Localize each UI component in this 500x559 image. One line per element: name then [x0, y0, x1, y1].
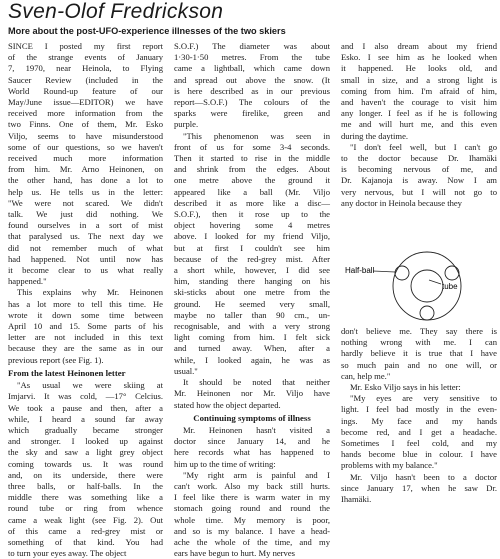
text-line: stomach going round and round the — [174, 503, 330, 514]
text-line: happened." — [8, 276, 47, 287]
column-3-body-continued — [341, 326, 497, 505]
text-line: We took a pause and then, after a — [8, 402, 163, 413]
text-line: April 10 and 15. Some parts of his — [8, 321, 163, 332]
text-line: ache the whole of the time, and my — [174, 536, 330, 547]
figure-2-diagram — [343, 250, 498, 326]
text-line: received much more information — [8, 153, 163, 164]
text-line: ears have begun to hurt. My nerves — [174, 548, 295, 559]
text-line: "As usual we were skiing at — [17, 380, 163, 391]
column-3-bottom — [341, 326, 497, 505]
text-line: become red, and I get a headache. — [341, 426, 497, 437]
text-line: hardly believe it is true that I have — [341, 348, 497, 359]
text-line: purple. — [174, 119, 199, 130]
column-2-body — [174, 41, 330, 411]
text-line: nothing wrong with me. I can — [341, 337, 497, 348]
text-line: which gradually became stronger — [8, 424, 163, 435]
text-line: problems with my balance." — [341, 460, 438, 471]
text-line: Esko. I see him as he looked when — [341, 52, 497, 63]
text-line: usual." — [174, 365, 198, 376]
text-line: can, help me." — [341, 370, 391, 381]
tube-label: tube — [442, 282, 458, 291]
text-line: any doctor in Heinola because they — [341, 197, 462, 208]
text-line: two Finns. One of them, Mr. Esko — [8, 119, 163, 130]
text-line: above. I looked for my friend Viljo, — [174, 231, 330, 242]
text-line: during the daytime. — [341, 130, 409, 141]
text-line: "We were not scared. We didn't — [8, 197, 163, 208]
column-1-body-continued — [8, 380, 163, 559]
column-3-body — [341, 41, 497, 209]
text-line: the sky and saw a light grey object — [8, 447, 163, 458]
text-line: I feel like there is warm water in my — [174, 492, 330, 503]
text-line: small in size, and a strong light is — [341, 74, 497, 85]
text-line: had happened. Not until now has — [8, 253, 163, 264]
text-line: something of that kind. You had — [8, 536, 163, 547]
text-line: help us. He tells us in the letter: — [8, 186, 163, 197]
text-line: S.O.F.) The diameter was about — [174, 41, 330, 51]
text-line: is becoming nervous of me, and — [341, 164, 497, 175]
text-line: sparks were firelike, green and — [174, 108, 330, 119]
column-2-body-continued — [174, 425, 330, 559]
text-line: coming from him. I'm afraid of him, — [341, 85, 497, 96]
column-1 — [8, 41, 163, 559]
half-ball-1 — [395, 266, 409, 280]
ufo-underside-diagram — [343, 250, 498, 326]
text-line: one metre above the ground it — [174, 175, 330, 186]
text-line: of the strange events of January — [8, 52, 163, 63]
text-line: while, I looked again, he was as — [174, 354, 330, 365]
text-line: because they are the same as in our — [8, 343, 163, 354]
text-line: "My right arm is painful and I — [183, 469, 330, 480]
text-line: Saucer Review (included in the — [8, 74, 163, 85]
article-subtitle: More about the post-UFO-experience illnesses of the two skiers — [8, 26, 286, 36]
text-line: and stronger. I looked up against — [8, 436, 163, 447]
text-line: and so is my balance. I have a head- — [174, 525, 330, 536]
text-line: a short while, however, I did see — [174, 265, 330, 276]
text-line: Mr. Heinonen hasn't visited a — [183, 424, 330, 435]
text-line: maybe no taller than 90 cm., un- — [174, 309, 330, 320]
text-line: previous report (see Fig. 1). — [8, 354, 104, 365]
text-line: 1·30-1·50 metres. From the tube — [174, 52, 330, 63]
text-line: talk. We just did nothing. We — [8, 209, 163, 220]
half-ball-2 — [445, 266, 459, 280]
text-line: very nervous, but I will not go to — [341, 186, 497, 197]
text-line: May/June issue—EDITOR) we have — [8, 97, 163, 108]
text-line: three balls, or half-balls. In the — [8, 480, 163, 491]
text-line: Mr. Heinonen nor Mr. Viljo have — [174, 388, 330, 399]
text-line: from him. Mr. Arno Heinonen, on — [8, 164, 163, 175]
text-line: middle there was something like a — [8, 492, 163, 503]
tube-pointer-line — [429, 280, 441, 284]
text-line: letter are not included in this text — [8, 332, 163, 343]
text-line: It should be noted that neither — [183, 377, 330, 388]
text-line: This explains why Mr. Heinonen — [17, 287, 163, 298]
text-line: doctor since January 14, and he — [174, 436, 330, 447]
text-line: "My eyes are very sensitive to — [350, 393, 497, 404]
half-ball-3 — [420, 306, 434, 320]
text-line: whole time. My memory is poor, — [174, 514, 330, 525]
article-author: Sven-Olof Fredrickson — [8, 0, 224, 23]
text-line: light. I feel bad mostly in the even- — [341, 404, 497, 415]
section-heading-heinonen-letter: From the latest Heinonen letter — [8, 367, 126, 378]
text-line: came a weak light (see Fig. 2). Out — [8, 514, 163, 525]
text-line: and haven't the courage to visit him — [341, 97, 497, 108]
text-line: ski-sticks about one metre from the — [174, 287, 330, 298]
column-3-top — [341, 41, 497, 211]
text-line: has a lot more to tell this time. He — [8, 298, 163, 309]
text-line: Sometimes I feel cold, and my — [341, 438, 497, 449]
text-line: Then it started to rise in the middle — [174, 153, 330, 164]
text-line: front of us for some 3-4 seconds. — [174, 141, 330, 152]
half-ball-pointer-line — [373, 271, 395, 272]
text-line: Ihamäki. — [341, 494, 372, 505]
text-line: it become clear to us what really — [8, 265, 163, 276]
text-line: round tube or ring from whence — [8, 503, 163, 514]
text-line: to the doctor because Dr. Ihamäki — [341, 153, 497, 164]
text-line: don't believe me. They say there is — [341, 326, 497, 336]
text-line: any longer. I feel as if he is following — [341, 108, 497, 119]
text-line: report—S.O.F.) The colours of the — [174, 97, 330, 108]
text-line: here records what has happened to — [174, 447, 330, 458]
text-line: recognisable, and with a very strong — [174, 321, 330, 332]
text-line: and, on its underside, there were — [8, 469, 163, 480]
section-heading-symptoms: Continuing symptoms of illness — [193, 412, 311, 423]
text-line: stated how the object departed. — [174, 399, 281, 410]
text-line: to turn your eyes away. The object — [8, 548, 127, 559]
text-line: and I also dream about my friend — [341, 41, 497, 51]
text-line: ings. My face and my hands — [341, 415, 497, 426]
text-line: Mr. Esko Viljo says in his letter: — [350, 382, 461, 393]
half-ball-label: Half-ball — [345, 266, 375, 275]
text-line: and turned away. When, after a — [174, 343, 330, 354]
text-line: World Round-up feature of our — [8, 85, 163, 96]
text-line: coming towards us. It was round — [8, 458, 163, 469]
text-line: Dr. Kajanoja is away. Now I am — [341, 175, 497, 186]
text-line: and spread out above the snow. (It — [174, 74, 330, 85]
text-line: some of our questions, so we haven't — [8, 141, 163, 152]
central-tube-ring — [411, 270, 443, 302]
text-line: and shrink from the edges. About — [174, 164, 330, 175]
column-1-body — [8, 41, 163, 366]
text-line: the other hand, has done a lot to — [8, 175, 163, 186]
text-line: "I don't feel well, but I can't go — [350, 141, 497, 152]
text-line: him up to the time of writing: — [174, 458, 276, 469]
text-line: light coming from him. I felt sick — [174, 332, 330, 343]
column-2 — [174, 41, 330, 559]
text-line: of this came a red-grey mist or — [8, 525, 163, 536]
text-line: hands become blue in colour. I have — [341, 449, 497, 460]
text-line: "This phenomenon was seen in — [183, 130, 330, 141]
text-line: Mr. Viljo hasn't been to a doctor — [350, 471, 497, 482]
text-line: while, I heard a sound far away — [8, 413, 163, 424]
text-line: came a lightball, which came down — [174, 63, 330, 74]
text-line: so much pain and no one will, or — [341, 359, 497, 370]
text-line: is here described as in our previous — [174, 85, 330, 96]
text-line: Imjarvi. It was cold, —17° Celcius. — [8, 391, 163, 402]
text-line: because of the red-grey mist. After — [174, 253, 330, 264]
text-line: since January 17, when he saw Dr. — [341, 482, 497, 493]
text-line: received more information from the — [8, 108, 163, 119]
text-line: did not remember much of what — [8, 242, 163, 253]
text-line: 7, 1970, near Heinola, to Flying — [8, 63, 163, 74]
text-line: SINCE I posted my first report — [8, 41, 163, 51]
text-line: him, standing there hanging on his — [174, 276, 330, 287]
text-line: Viljo, seems to have misunderstood — [8, 130, 163, 141]
text-line: can't work. Also my back still hurts. — [174, 480, 330, 491]
text-line: it happened. He looks old, and — [341, 63, 497, 74]
text-line: described it as more like a disc— — [174, 197, 330, 208]
text-line: me and will hurt me, and this even — [341, 119, 497, 130]
text-line: but at first I couldn't see him — [174, 242, 330, 253]
text-line: appeared like a ball (Mr. Viljo — [174, 186, 330, 197]
text-line: object hovering some 4 metres — [174, 220, 330, 231]
text-line: ground. He seemed very small, — [174, 298, 330, 309]
text-line: that paralysed us. The next day we — [8, 231, 163, 242]
text-line: wrote it down some time between — [8, 309, 163, 320]
text-line: S.O.F.), then it rose up to the — [174, 209, 330, 220]
text-line: found ourselves in a sort of mist — [8, 220, 163, 231]
